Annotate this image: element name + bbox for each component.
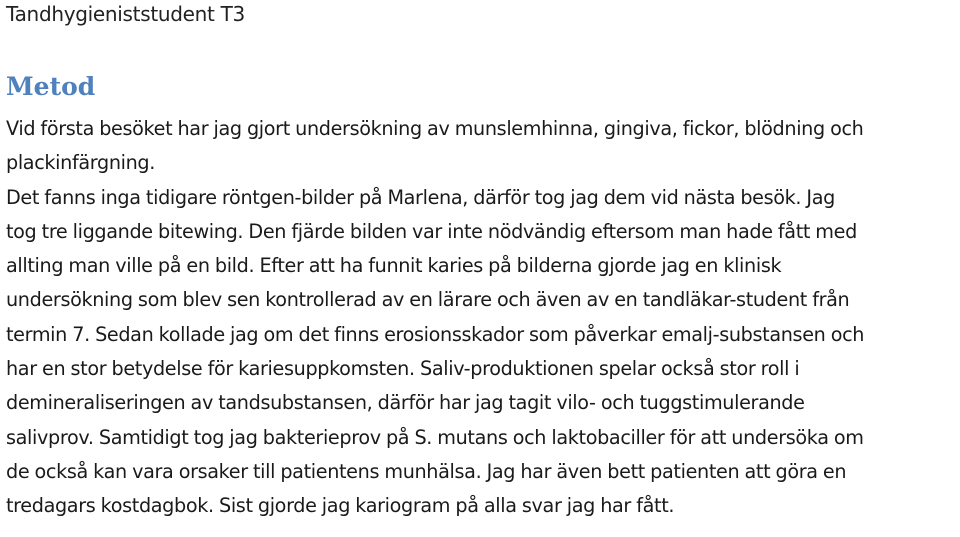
body-paragraph (6, 112, 960, 524)
text-line: Det fanns inga tidigare röntgen-bilder på Marlena, därför tog jag dem vid nästa besök. Jag (6, 185, 835, 209)
text-line: tog tre liggande bitewing. Den fjärde bilden var inte nödvändig eftersom man hade fått med (6, 219, 857, 243)
page-header: Tandhygieniststudent T3 (6, 2, 245, 26)
text-line: termin 7. Sedan kollade jag om det finns erosionsskador som påverkar emalj-substansen och (6, 322, 865, 346)
text-line: plackinfärgning. (6, 151, 155, 175)
text-line: Vid första besöket har jag gjort undersökning av munslemhinna, gingiva, fickor, blödning och (6, 117, 864, 140)
section-heading: Metod (6, 72, 96, 101)
text-line: demineraliseringen av tandsubstansen, därför har jag tagit vilo- och tuggstimulerande (6, 391, 805, 415)
text-line: undersökning som blev sen kontrollerad av en lärare och även av en tandläkar-student från (6, 288, 850, 312)
document-page (6, 0, 956, 537)
text-line: tredagars kostdagbok. Sist gjorde jag kariogram på alla svar jag har fått. (6, 494, 675, 518)
text-line: de också kan vara orsaker till patientens munhälsa. Jag har även bett patienten att göra en (6, 459, 847, 483)
text-line: har en stor betydelse för kariesuppkomsten. Saliv-produktionen spelar också stor roll i (6, 357, 800, 381)
text-line: salivprov. Samtidigt tog jag bakterieprov på S. mutans och laktobaciller för att undersöka om (6, 425, 864, 449)
text-line: allting man ville på en bild. Efter att ha funnit karies på bilderna gjorde jag en klinisk (6, 254, 782, 278)
